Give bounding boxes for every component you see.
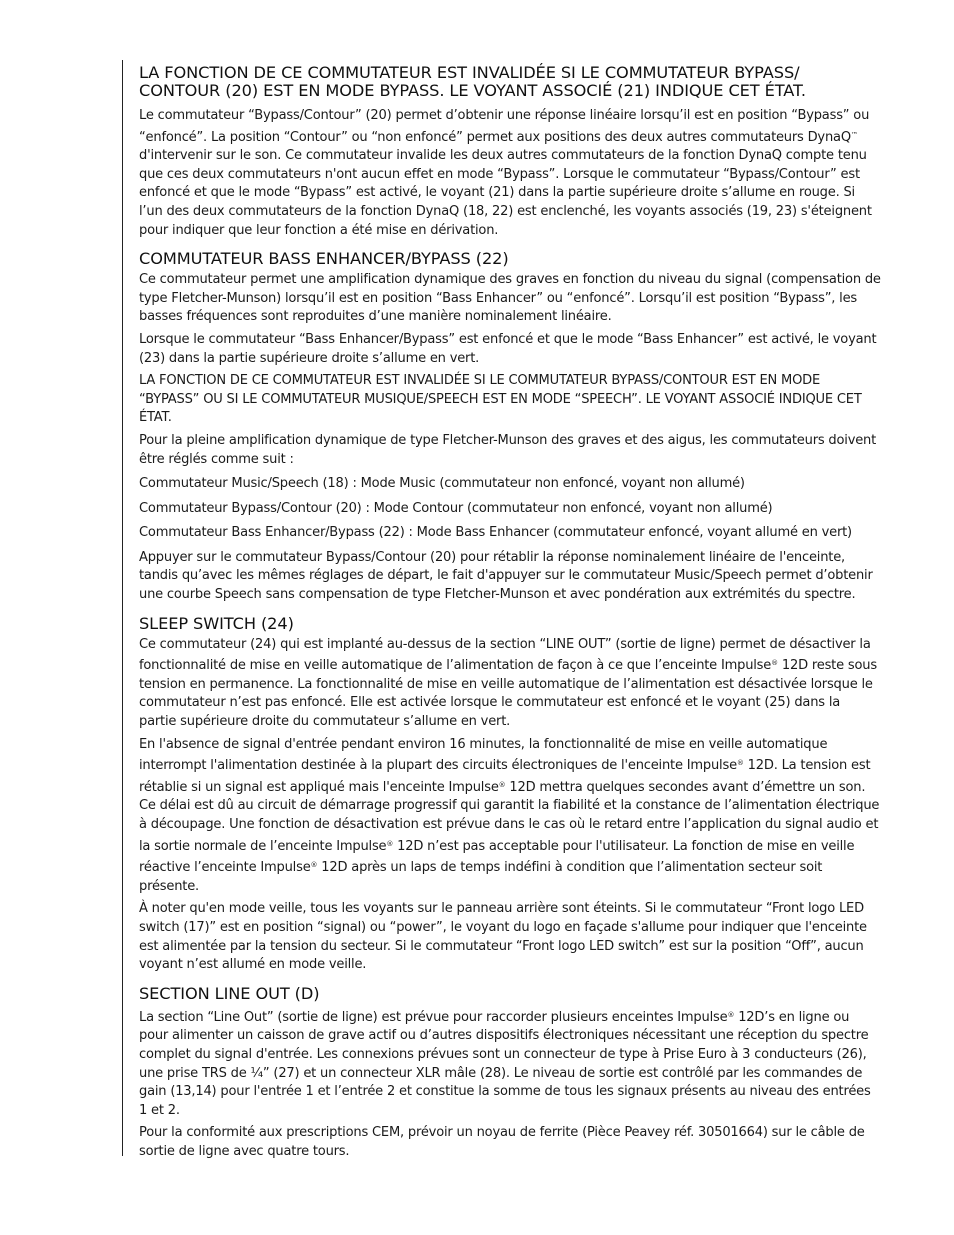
heading-line-out: SECTION LINE OUT (D): [139, 983, 320, 1003]
registered-symbol: ®: [386, 839, 394, 848]
heading-bass-enhancer: COMMUTATEUR BASS ENHANCER/BYPASS (22): [139, 249, 509, 269]
registered-symbol: ®: [498, 780, 506, 789]
section-line-out: [139, 985, 881, 1162]
paragraph-bypass-contour: Le commutateur “Bypass/Contour” (20) permet d’obtenir une réponse linéaire lorsqu’il est en position “Bypass” ou “enfoncé”. La position “Contour” ou “non enfoncé” permet aux positions des deux autres commutateurs DynaQ™ d'intervenir sur le son. Ce commutateur invalide les deux autres commutateurs de la fonction DynaQ compte tenu que ces deux commutateurs n'ont aucun effet en mode “Bypass”. Lorsque le commutateur “Bypass/Contour” est enfoncé et que le mode “Bypass” est activé, le voyant (21) dans la partie supérieure droite s’allume en rouge. Si l’un des deux commutateurs de la fonction DynaQ (18, 22) est enclenché, les voyants associés (19, 23) s'éteignent pour indiquer que leur fonction a été mise en dérivation.: [139, 108, 872, 238]
setting-bass-enhancer: Commutateur Bass Enhancer/Bypass (22) : Mode Bass Enhancer (commutateur enfoncé, voyant allumé en vert): [139, 525, 852, 541]
setting-music-speech: Commutateur Music/Speech (18) : Mode Music (commutateur non enfoncé, voyant non allumé): [139, 476, 745, 492]
registered-symbol: ®: [736, 759, 744, 768]
section-sleep-switch: [139, 615, 881, 975]
registered-symbol: ®: [727, 1010, 735, 1019]
paragraph-bass-5: Appuyer sur le commutateur Bypass/Contour (20) pour rétablir la réponse nominalement linéaire de l'enceinte, tandis qu’avec les mêmes réglages de départ, le fait d'appuyer sur le commutateur Music/Speech permet d’obtenir une courbe Speech sans compensation de type Fletcher-Munson et avec pondération aux extrémités du spectre.: [139, 549, 873, 603]
paragraph-bass-3: LA FONCTION DE CE COMMUTATEUR EST INVALIDÉE SI LE COMMUTATEUR BYPASS/CONTOUR EST EN MODE “BYPASS” OU SI LE COMMUTATEUR MUSIQUE/SPEECH EST EN MODE “SPEECH”. LE VOYANT ASSOCIÉ INDIQUE CET ÉTAT.: [139, 373, 862, 426]
registered-symbol: ®: [771, 659, 778, 668]
paragraph-sleep-3: À noter qu'en mode veille, tous les voyants sur le panneau arrière sont éteints. Si le commutateur “Front logo LED switch (17)” est en position “signal) ou “power”, le voyant du logo en façade s'allume pour indiquer que l'enceinte est alimentée par la tension du secteur. Si le commutateur “Front logo LED switch” est sur la position “Off”, aucun voyant n’est allumé en mode veille.: [139, 901, 867, 973]
trademark-symbol: ™: [850, 130, 858, 139]
paragraph-bass-4: Pour la pleine amplification dynamique de type Fletcher-Munson des graves et des aigus, les commutateurs doivent être réglés comme suit :: [139, 432, 877, 467]
document-body: [139, 64, 881, 1166]
paragraph-sleep-2: En l'absence de signal d'entrée pendant environ 16 minutes, la fonctionnalité de mise en veille automatique interrompt l'alimentation destinée à la plupart des circuits électroniques de l'enceinte Impulse® 12D. La tension est rétablie si un signal est appliqué mais l'enceinte Impulse® 12D mettra quelques secondes avant d’émettre un son. Ce délai est dû au circuit de démarrage progressif qui garantit la fiabilité et la constance de l’alimentation électrique à découpage. Une fonction de désactivation est prévue dans le cas où le retard entre l’application du signal audio et la sortie normale de l’enceinte Impulse® 12D n’est pas acceptable pour l'utilisateur. La fonction de mise en veille réactive l’enceinte Impulse® 12D après un laps de temps indéfini à condition que l’alimentation secteur soit présente.: [139, 736, 880, 894]
paragraph-line-1: La section “Line Out” (sortie de ligne) est prévue pour raccorder plusieurs enceintes Impulse® 12D’s en ligne ou pour alimenter un caisson de grave actif ou d’autres dispositifs électroniques nécessitant une réception du spectre complet du signal d'entrée. Les connexions prévues sont un connecteur de type à Prise Euro à 3 conducteurs (26), une prise TRS de ¼” (27) et un connecteur XLR mâle (28). Le niveau de sortie est contrôlé par les commandes de gain (13,14) pour l'entrée 1 et l’entrée 2 et constitue la somme de tous les signaux présents au niveau des entrées 1 et 2.: [139, 1009, 871, 1118]
paragraph-line-2: Pour la conformité aux prescriptions CEM, prévoir un noyau de ferrite (Pièce Peavey réf. 30501664) sur le câble de sortie de ligne avec quatre tours.: [139, 1125, 865, 1159]
section-bass-enhancer: [139, 250, 881, 605]
heading-sleep-switch: SLEEP SWITCH (24): [139, 613, 294, 633]
registered-symbol: ®: [310, 861, 318, 870]
heading-bypass-invalidation: LA FONCTION DE CE COMMUTATEUR EST INVALIDÉE SI LE COMMUTATEUR BYPASS/ CONTOUR (20) EST EN MODE BYPASS. LE VOYANT ASSOCIÉ (21) INDIQUE CET ÉTAT.: [139, 63, 806, 100]
paragraph-bass-1: Ce commutateur permet une amplification dynamique des graves en fonction du niveau du signal (compensation de type Fletcher-Munson) lorsqu’il est en position “Bass Enhancer” ou “enfoncé”. Lorsqu’il est position “Bypass”, les basses fréquences sont reproduites d’une manière nominalement linéaire.: [139, 272, 881, 325]
margin-rule: [122, 60, 123, 1156]
setting-bypass-contour: Commutateur Bypass/Contour (20) : Mode Contour (commutateur non enfoncé, voyant non allumé): [139, 500, 773, 516]
paragraph-sleep-1: Ce commutateur (24) qui est implanté au-dessus de la section “LINE OUT” (sortie de ligne) permet de désactiver la fonctionnalité de mise en veille automatique de l’alimentation de façon à ce que l’enceinte Impulse® 12D reste sous tension en permanence. La fonctionnalité de mise en veille automatique de l’alimentation est désactivée lorsque le commutateur n’est pas enfoncé. Elle est activée lorsque le commutateur est enfoncé et le voyant (25) dans la partie supérieure droite du commutateur s’allume en vert.: [139, 636, 877, 730]
paragraph-bass-2: Lorsque le commutateur “Bass Enhancer/Bypass” est enfoncé et que le mode “Bass Enhancer” est activé, le voyant (23) dans la partie supérieure droite s’allume en vert.: [139, 331, 877, 366]
